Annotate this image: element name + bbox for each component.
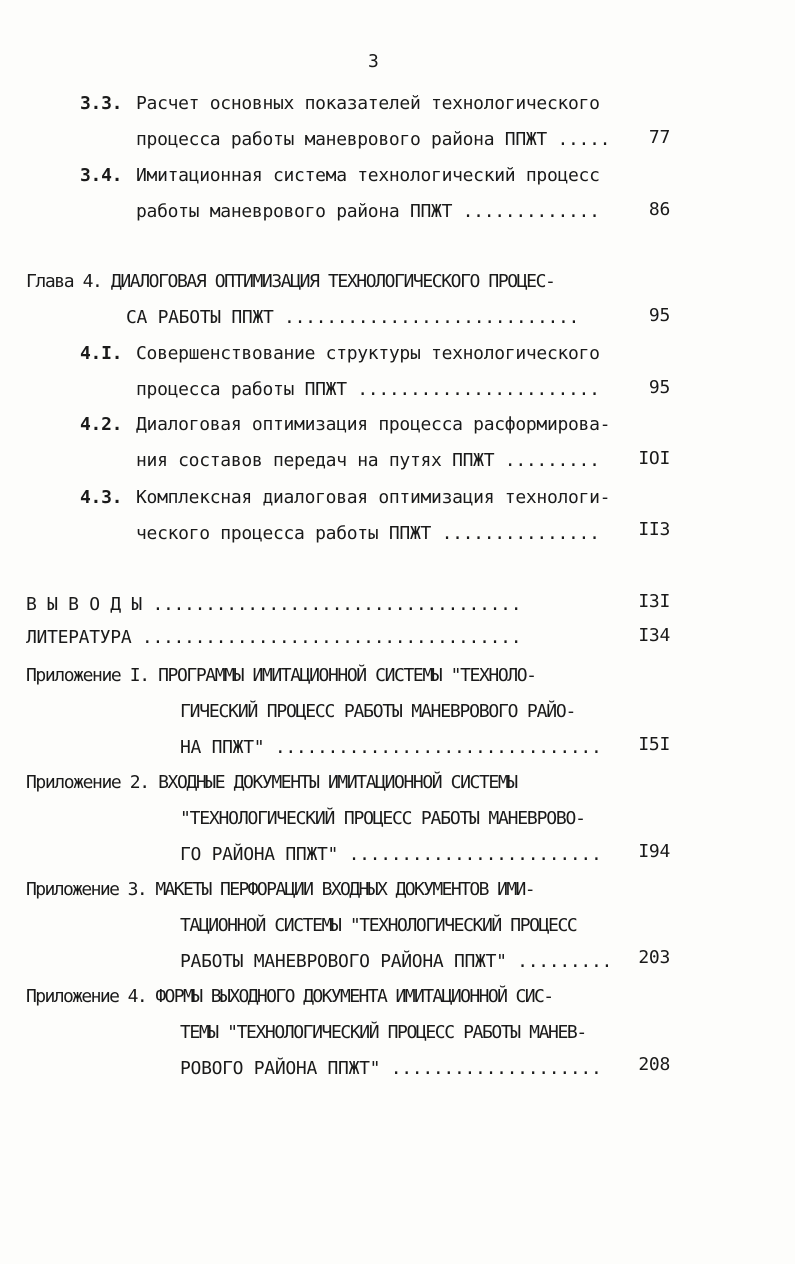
section-title-3-4-cont: работы маневрового района ППЖТ ............. [136,201,600,222]
chapter-4-title-cont: СА РАБОТЫ ППЖТ ............................ [126,307,580,328]
section-title-3-3: Расчет основных показателей технологического [136,93,600,114]
page-ref-appendix-4: 208 [638,1054,670,1075]
conclusions-entry: В Ы В О Д Ы ................................... [26,594,522,615]
section-number-4-3: 4.3. [80,487,123,508]
section-number-4-1: 4.I. [80,343,123,364]
appendix-1-title: Приложение I. ПРОГРАММЫ ИМИТАЦИОННОЙ СИСТЕМЫ "ТЕХНОЛО- [26,665,536,686]
appendix-3-title-cont2: РАБОТЫ МАНЕВРОВОГО РАЙОНА ППЖТ" ......... [180,951,613,972]
section-title-4-3-cont: ческого процесса работы ППЖТ ............... [136,523,600,544]
page-ref-conclusions: I3I [638,591,670,612]
section-title-4-2-cont: ния составов передач на путях ППЖТ ......... [136,450,600,471]
appendix-4-title-cont2: РОВОГО РАЙОНА ППЖТ" .................... [180,1058,602,1079]
page-ref-appendix-1: I5I [638,734,670,755]
appendix-4-title: Приложение 4. ФОРМЫ ВЫХОДНОГО ДОКУМЕНТА ИМИТАЦИОННОЙ СИС- [26,986,553,1007]
appendix-2-title: Приложение 2. ВХОДНЫЕ ДОКУМЕНТЫ ИМИТАЦИОННОЙ СИСТЕМЫ [26,772,517,793]
section-title-4-2: Диалоговая оптимизация процесса расформирова- [136,414,611,435]
page-ref-literature: I34 [638,625,670,646]
section-number-4-2: 4.2. [80,414,123,435]
page-ref-appendix-3: 203 [638,947,670,968]
appendix-4-title-cont: ТЕМЫ "ТЕХНОЛОГИЧЕСКИЙ ПРОЦЕСС РАБОТЫ МАНЕВ- [180,1022,586,1043]
section-number-3-4: 3.4. [80,165,123,186]
appendix-3-title: Приложение 3. МАКЕТЫ ПЕРФОРАЦИИ ВХОДНЫХ ДОКУМЕНТОВ ИМИ- [26,879,535,900]
chapter-4-title: Глава 4. ДИАЛОГОВАЯ ОПТИМИЗАЦИЯ ТЕХНОЛОГИЧЕСКОГО ПРОЦЕС- [26,271,555,292]
section-title-4-1-cont: процесса работы ППЖТ ....................... [136,379,600,400]
section-title-3-4: Имитационная система технологический процесс [136,165,600,186]
page-ref-ch4: 95 [648,305,670,326]
page-ref-appendix-2: I94 [638,841,670,862]
page-ref-4-1: 95 [648,377,670,398]
appendix-1-title-cont2: НА ППЖТ" ............................... [180,737,602,758]
section-title-4-3: Комплексная диалоговая оптимизация технологи- [136,487,611,508]
appendix-1-title-cont: ГИЧЕСКИЙ ПРОЦЕСС РАБОТЫ МАНЕВРОВОГО РАЙО- [180,701,576,722]
appendix-2-title-cont2: ГО РАЙОНА ППЖТ" ........................ [180,844,602,865]
section-number-3-3: 3.3. [80,93,123,114]
section-title-4-1: Совершенствование структуры технологического [136,343,600,364]
page-number: 3 [368,51,379,72]
appendix-2-title-cont: "ТЕХНОЛОГИЧЕСКИЙ ПРОЦЕСС РАБОТЫ МАНЕВРОВО- [180,808,585,829]
appendix-3-title-cont: ТАЦИОННОЙ СИСТЕМЫ "ТЕХНОЛОГИЧЕСКИЙ ПРОЦЕСС [180,915,577,936]
section-title-3-3-cont: процесса работы маневрового района ППЖТ ..... [136,129,611,150]
page-ref-3-4: 86 [648,199,670,220]
page-ref-4-2: IOI [638,448,670,469]
page-ref-4-3: II3 [638,519,670,540]
page-ref-3-3: 77 [648,127,670,148]
literature-entry: ЛИТЕРАТУРА .................................... [26,627,522,648]
